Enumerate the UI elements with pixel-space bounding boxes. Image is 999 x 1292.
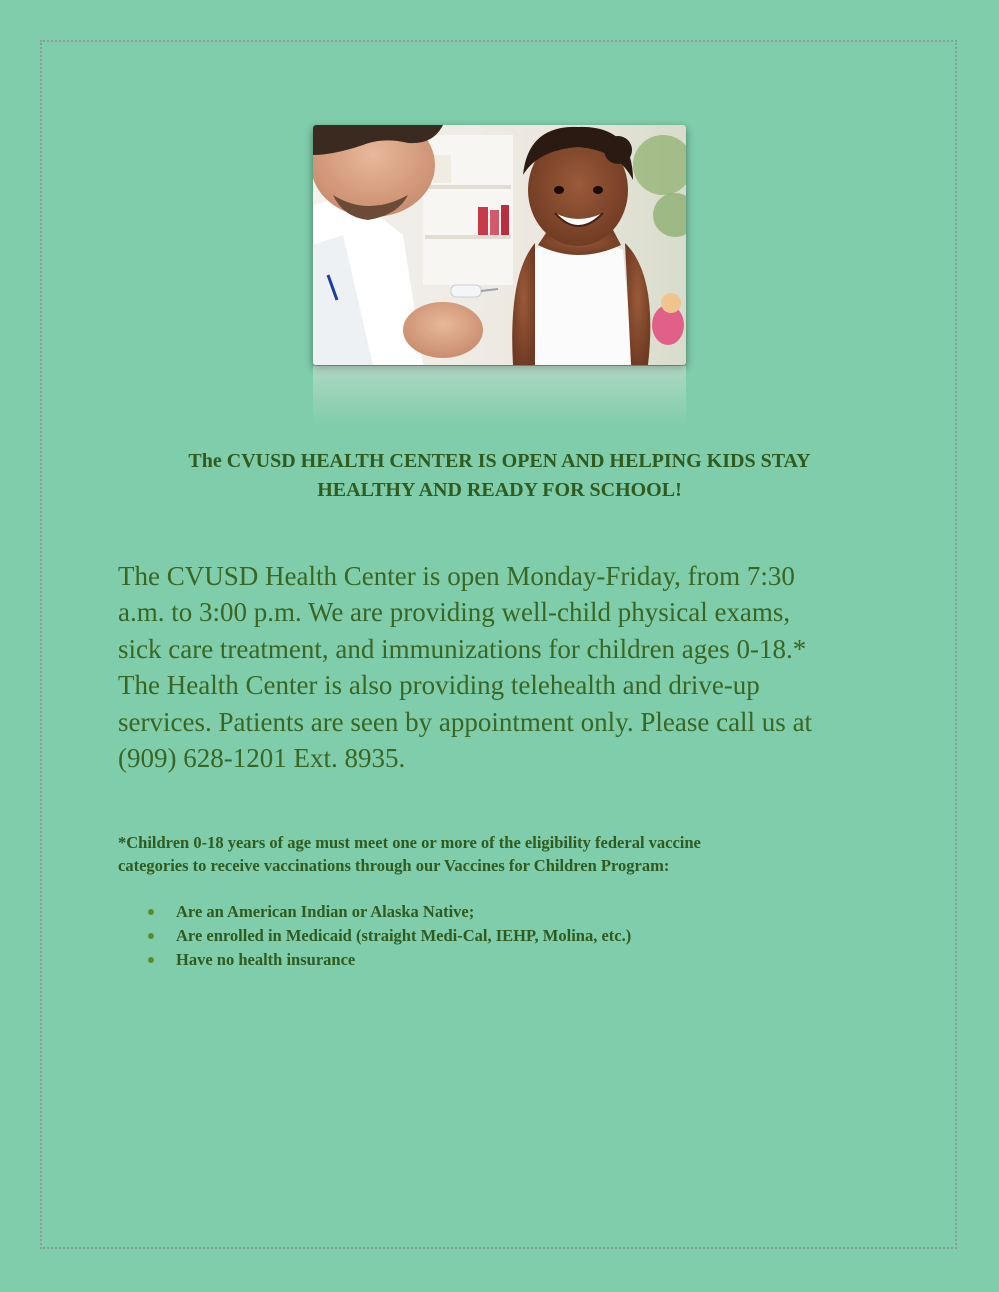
eligibility-note — [118, 831, 878, 877]
list-item-text: Are an American Indian or Alaska Native; — [176, 902, 475, 921]
list-item-text: Are enrolled in Medicaid (straight Medi-Cal, IEHP, Molina, etc.) — [176, 926, 632, 945]
body-line: (909) 628-1201 Ext. 8935. — [118, 743, 406, 774]
list-item-text: Have no health insurance — [176, 950, 356, 969]
bullet-icon — [148, 957, 154, 963]
note-line: categories to receive vaccinations through our Vaccines for Children Program: — [118, 856, 670, 875]
photo-reflection — [313, 366, 686, 426]
list-item — [145, 948, 631, 972]
doctor-and-child-photo — [313, 125, 686, 365]
headline-line: The CVUSD HEALTH CENTER IS OPEN AND HELPING KIDS STAY — [188, 450, 811, 472]
photo-frame — [313, 125, 686, 365]
note-line: *Children 0-18 years of age must meet one or more of the eligibility federal vaccine — [118, 833, 701, 852]
headline-line: HEALTHY AND READY FOR SCHOOL! — [317, 479, 682, 501]
body-paragraph — [118, 558, 888, 776]
bullet-icon — [148, 933, 154, 939]
bullet-icon — [148, 909, 154, 915]
list-item — [145, 900, 631, 924]
body-line: services. Patients are seen by appointment only. Please call us at — [118, 706, 813, 737]
headline — [100, 447, 899, 505]
list-item — [145, 924, 631, 948]
body-line: a.m. to 3:00 p.m. We are providing well-child physical exams, — [118, 597, 791, 628]
body-line: The Health Center is also providing telehealth and drive-up — [118, 670, 760, 701]
body-line: sick care treatment, and immunizations for children ages 0-18.* — [118, 633, 807, 664]
body-line: The CVUSD Health Center is open Monday-Friday, from 7:30 — [118, 561, 795, 591]
eligibility-list — [145, 900, 631, 972]
